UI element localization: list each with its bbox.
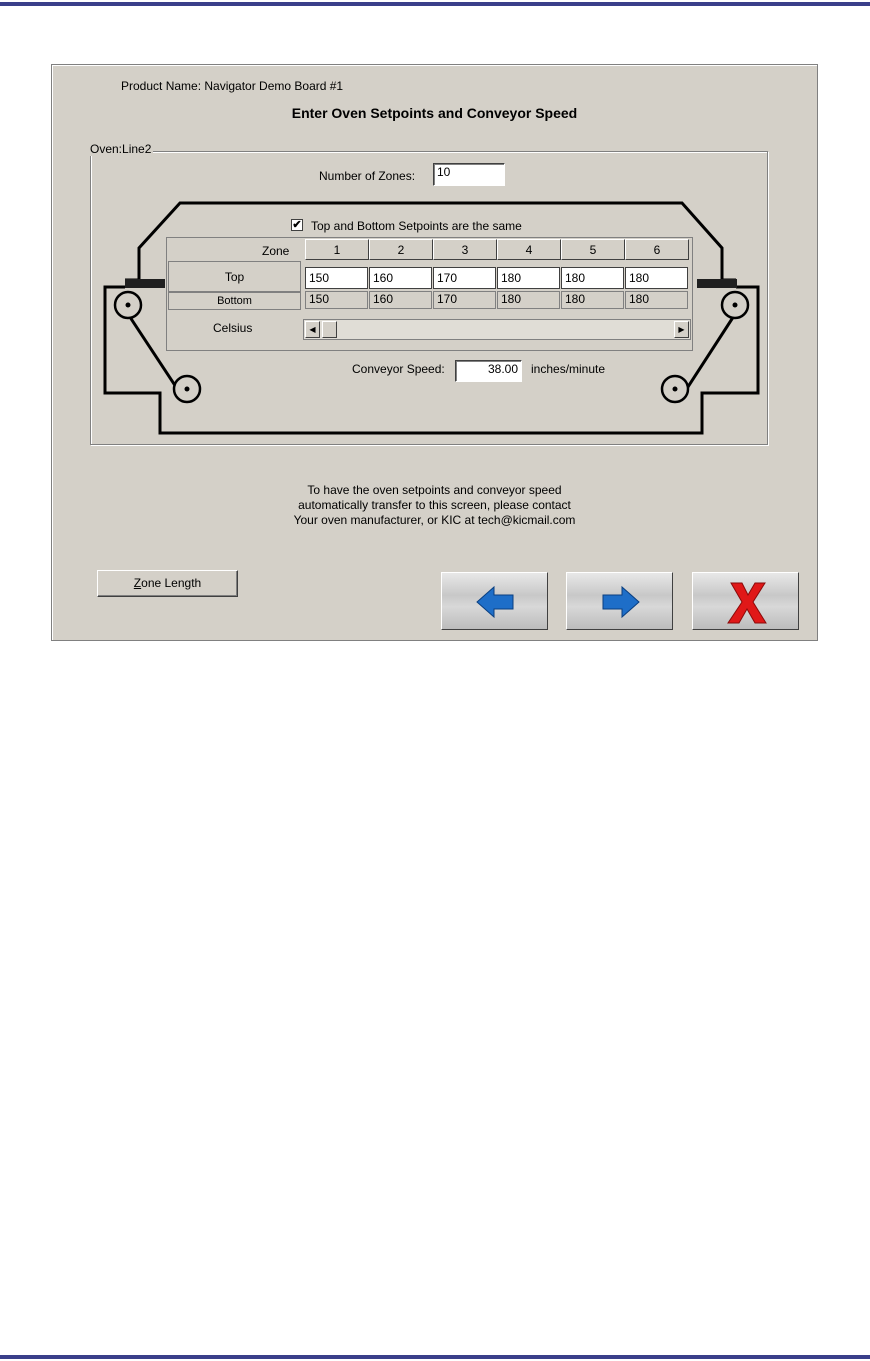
same-setpoints-checkbox[interactable]: ✔ bbox=[292, 219, 302, 231]
same-setpoints-label: Top and Bottom Setpoints are the same bbox=[311, 219, 522, 233]
back-button[interactable] bbox=[441, 572, 548, 630]
info-line-3: Your oven manufacturer, or KIC at tech@kicmail.com bbox=[293, 513, 576, 527]
conveyor-speed-units: inches/minute bbox=[531, 362, 606, 376]
row-label-top: Top bbox=[168, 261, 301, 293]
setpoint-grid bbox=[166, 237, 693, 351]
info-line-2: automatically transfer to this screen, please contact bbox=[298, 498, 571, 512]
info-line-1: To have the oven setpoints and conveyor speed bbox=[307, 483, 562, 497]
bottom-setpoint-cell: 150 bbox=[305, 291, 368, 309]
bottom-rule bbox=[0, 1355, 870, 1359]
zones-label: Number of Zones: bbox=[319, 169, 416, 183]
top-setpoint-cell[interactable]: 160 bbox=[369, 267, 432, 289]
left-arrow-icon bbox=[442, 573, 549, 631]
zone-horizontal-scrollbar[interactable] bbox=[303, 319, 691, 340]
zone-length-button[interactable] bbox=[97, 570, 238, 597]
zone-header-label: Zone bbox=[262, 244, 290, 258]
row-label-bottom: Bottom bbox=[168, 291, 301, 310]
conveyor-speed-input[interactable]: 38.00 bbox=[455, 360, 522, 382]
top-rule bbox=[0, 2, 870, 6]
red-x-icon bbox=[693, 573, 800, 631]
scroll-right-icon[interactable]: ▶ bbox=[674, 321, 689, 338]
bottom-setpoint-cell: 160 bbox=[369, 291, 432, 309]
dialog-title: Enter Oven Setpoints and Conveyor Speed bbox=[291, 105, 578, 121]
right-arrow-icon bbox=[567, 573, 674, 631]
bottom-setpoint-cell: 180 bbox=[561, 291, 624, 309]
scroll-thumb[interactable] bbox=[322, 321, 337, 338]
zone-length-mnemonic: Z bbox=[133, 576, 142, 590]
scroll-left-icon[interactable]: ◀ bbox=[305, 321, 320, 338]
conveyor-speed-label: Conveyor Speed: bbox=[352, 362, 445, 376]
top-setpoint-cell[interactable]: 180 bbox=[625, 267, 688, 289]
oven-group-label: Oven:Line2 bbox=[90, 142, 152, 156]
zone-length-label: one Length bbox=[141, 576, 202, 590]
next-button[interactable] bbox=[566, 572, 673, 630]
top-setpoint-cell[interactable]: 170 bbox=[433, 267, 496, 289]
zone-col-header[interactable]: 4 bbox=[497, 239, 561, 260]
top-setpoint-cell[interactable]: 150 bbox=[305, 267, 368, 289]
oven-setpoints-dialog bbox=[51, 64, 818, 641]
bottom-setpoint-cell: 180 bbox=[497, 291, 560, 309]
product-name: Product Name: Navigator Demo Board #1 bbox=[121, 79, 344, 93]
zones-input[interactable]: 10 bbox=[433, 163, 505, 186]
zone-col-header[interactable]: 3 bbox=[433, 239, 497, 260]
zone-col-header[interactable]: 2 bbox=[369, 239, 433, 260]
zone-col-header[interactable]: 6 bbox=[625, 239, 689, 260]
zone-col-header[interactable]: 1 bbox=[305, 239, 369, 260]
oven-conveyor-diagram bbox=[52, 65, 819, 642]
top-setpoint-cell[interactable]: 180 bbox=[497, 267, 560, 289]
units-label: Celsius bbox=[213, 321, 253, 335]
zone-col-header[interactable]: 5 bbox=[561, 239, 625, 260]
bottom-setpoint-cell: 180 bbox=[625, 291, 688, 309]
bottom-setpoint-cell: 170 bbox=[433, 291, 496, 309]
top-setpoint-cell[interactable]: 180 bbox=[561, 267, 624, 289]
cancel-button[interactable] bbox=[692, 572, 799, 630]
